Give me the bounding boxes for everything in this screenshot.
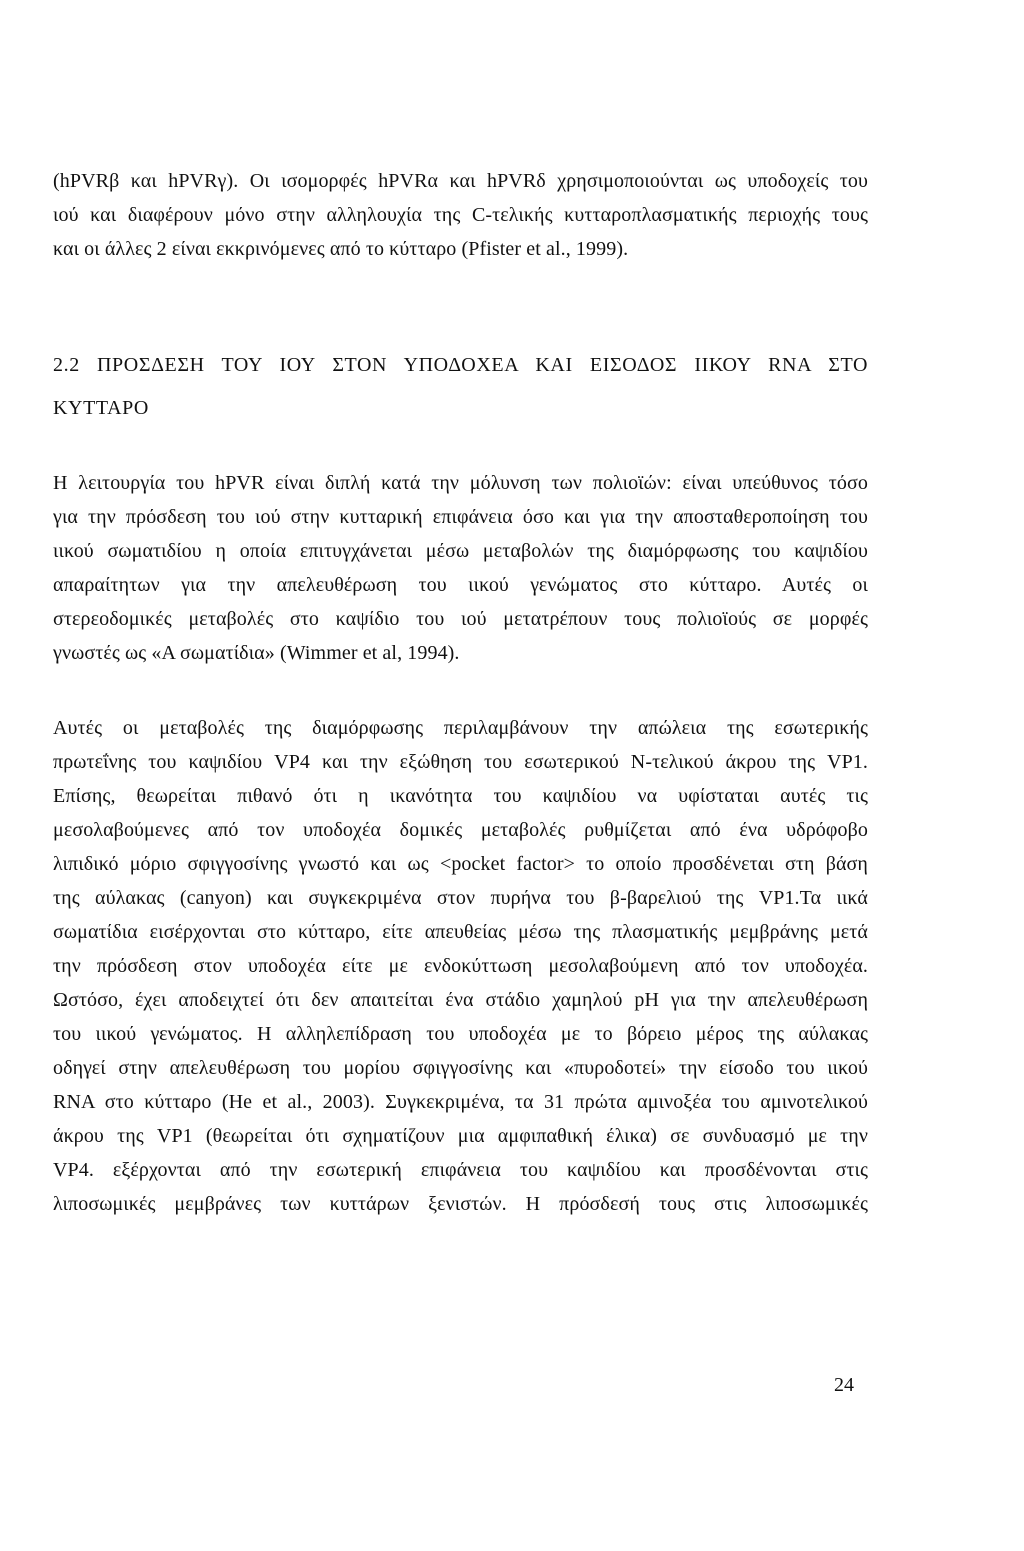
text-line: την πρόσδεση στον υποδοχέα είτε με ενδοκύττωση μεσολαβούμενη από τον υποδοχέα. [53, 955, 868, 977]
text-line: της αύλακας (canyon) και συγκεκριμένα στον πυρήνα του β-βαρελιού της VP1.Τα ιικά [53, 887, 868, 909]
text-line: ιού και διαφέρουν μόνο στην αλληλουχία της C-τελικής κυτταροπλασματικής περιοχής τους [53, 204, 868, 226]
page-number: 24 [834, 1374, 854, 1396]
text-line: γνωστές ως «A σωματίδια» (Wimmer et al, 1994). [53, 642, 460, 664]
heading-line: 2.2 ΠΡΟΣΔΕΣΗ ΤΟΥ ΙΟΥ ΣΤΟΝ ΥΠΟΔΟΧΕΑ ΚΑΙ ΕΙΣΟΔΟΣ ΙΙΚΟΥ RNA ΣΤΟ [53, 354, 868, 376]
body-paragraph-2 [53, 711, 868, 1221]
text-line: λιποσωμικές μεμβράνες των κυττάρων ξενιστών. Η πρόσδεσή τους στις λιποσωμικές [53, 1193, 868, 1215]
text-line: απαραίτητων για την απελευθέρωση του ιικού γενώματος στο κύτταρο. Αυτές οι [53, 574, 868, 596]
text-line: οδηγεί στην απελευθέρωση του μορίου σφιγγοσίνης και «πυροδοτεί» την είσοδο του ιικού [53, 1057, 868, 1079]
section-heading [53, 344, 868, 430]
text-line: του ιικού γενώματος. Η αλληλεπίδραση του υποδοχέα με το βόρειο μέρος της αύλακας [53, 1023, 868, 1045]
text-line: μεσολαβούμενες από τον υποδοχέα δομικές μεταβολές ρυθμίζεται από ένα υδρόφοβο [53, 819, 868, 841]
heading-line: ΚΥΤΤΑΡΟ [53, 397, 149, 419]
text-line: VP4. εξέρχονται από την εσωτερική επιφάνεια του καψιδίου και προσδένονται στις [53, 1159, 868, 1181]
body-paragraph-1 [53, 466, 868, 670]
text-line: σωματίδια εισέρχονται στο κύτταρο, είτε απευθείας μέσω της πλασματικής μεμβράνης μετά [53, 921, 868, 943]
text-line: (hPVRβ και hPVRγ). Οι ισομορφές hPVRα και hPVRδ χρησιμοποιούνται ως υποδοχείς του [53, 170, 868, 192]
text-line: Η λειτουργία του hPVR είναι διπλή κατά την μόλυνση των πολιοϊών: είναι υπεύθυνος τόσο [53, 472, 868, 494]
text-line: άκρου της VP1 (θεωρείται ότι σχηματίζουν μια αμφιπαθική έλικα) σε συνδυασμό με την [53, 1125, 868, 1147]
text-line: Αυτές οι μεταβολές της διαμόρφωσης περιλαμβάνουν την απώλεια της εσωτερικής [53, 717, 868, 739]
text-line: Επίσης, θεωρείται πιθανό ότι η ικανότητα του καψιδίου να υφίσταται αυτές τις [53, 785, 868, 807]
text-line: ιικού σωματιδίου η οποία επιτυγχάνεται μέσω μεταβολών της διαμόρφωσης του καψιδίου [53, 540, 868, 562]
text-line: Ωστόσο, έχει αποδειχτεί ότι δεν απαιτείται ένα στάδιο χαμηλού pH για την απελευθέρωση [53, 989, 868, 1011]
text-line: για την πρόσδεση του ιού στην κυτταρική επιφάνεια όσο και για την αποσταθεροποίηση του [53, 506, 868, 528]
text-line: στερεοδομικές μεταβολές στο καψίδιο του ιού μετατρέπουν τους πολιοϊούς σε μορφές [53, 608, 868, 630]
text-line: πρωτεΐνης του καψιδίου VP4 και την εξώθηση του εσωτερικού Ν-τελικού άκρου της VP1. [53, 751, 868, 773]
text-line: RNA στο κύτταρο (He et al., 2003). Συγκεκριμένα, τα 31 πρώτα αμινοξέα του αμινοτελικού [53, 1091, 868, 1113]
text-line: και οι άλλες 2 είναι εκκρινόμενες από το κύτταρο (Pfister et al., 1999). [53, 238, 629, 260]
intro-paragraph [53, 164, 868, 266]
text-line: λιπιδικό μόριο σφιγγοσίνης γνωστό και ως <pocket factor> το οποίο προσδένεται στη βάση [53, 853, 868, 875]
